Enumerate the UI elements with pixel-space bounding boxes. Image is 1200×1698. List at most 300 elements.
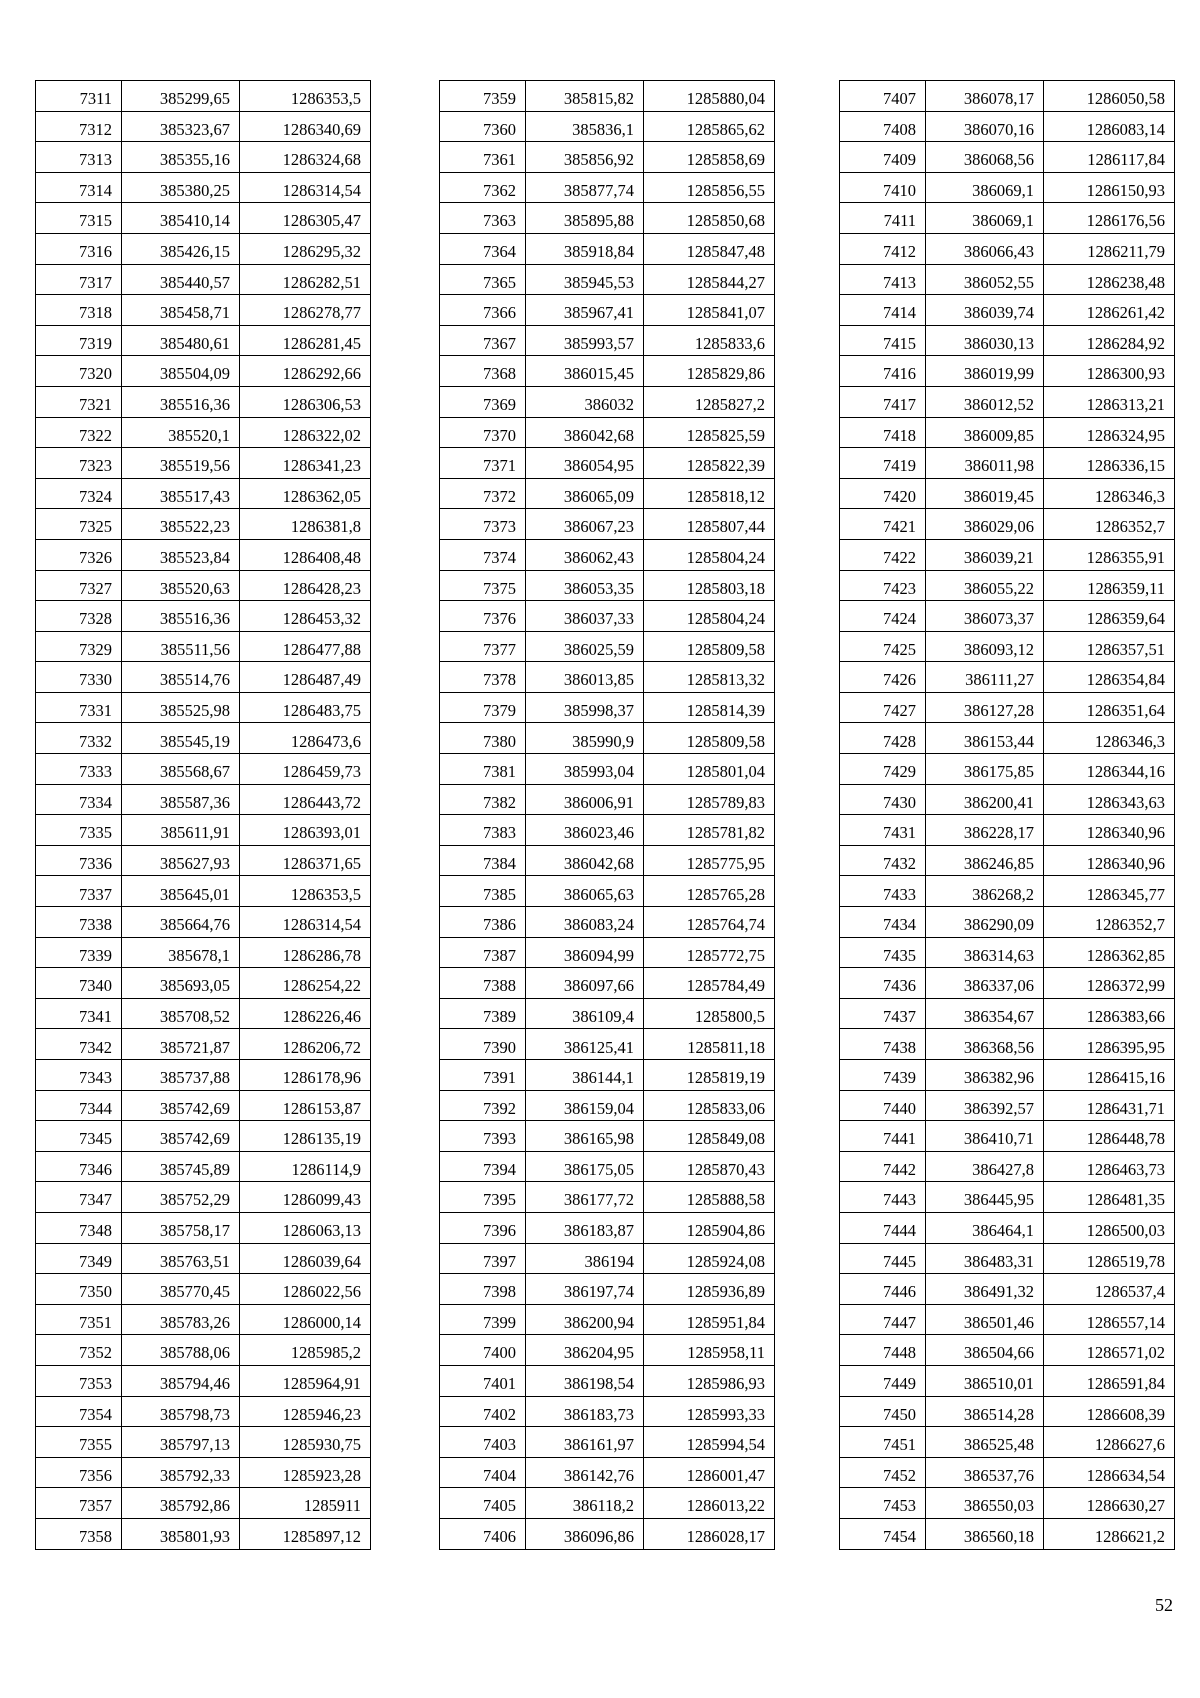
point-number-cell: 7453 — [840, 1488, 926, 1519]
x-coordinate-cell: 385918,84 — [526, 233, 644, 264]
point-number-cell: 7449 — [840, 1365, 926, 1396]
table-row — [840, 386, 1175, 417]
point-number-cell: 7369 — [440, 386, 526, 417]
table-row — [440, 203, 775, 234]
y-coordinate-cell: 1286359,11 — [1044, 570, 1175, 601]
x-coordinate-cell: 385742,69 — [122, 1121, 240, 1152]
page-number: 52 — [1155, 1595, 1173, 1615]
y-coordinate-cell: 1286431,71 — [1044, 1090, 1175, 1121]
point-number-cell: 7325 — [36, 509, 122, 540]
table-row — [840, 968, 1175, 999]
point-number-cell: 7329 — [36, 631, 122, 662]
y-coordinate-cell: 1286352,7 — [1044, 907, 1175, 938]
x-coordinate-cell: 386062,43 — [526, 539, 644, 570]
point-number-cell: 7371 — [440, 448, 526, 479]
table-row — [840, 998, 1175, 1029]
x-coordinate-cell: 386483,31 — [926, 1243, 1044, 1274]
point-number-cell: 7317 — [36, 264, 122, 295]
x-coordinate-cell: 386093,12 — [926, 631, 1044, 662]
point-number-cell: 7405 — [440, 1488, 526, 1519]
y-coordinate-cell: 1285897,12 — [240, 1518, 371, 1549]
table-row — [36, 1427, 371, 1458]
table-row — [440, 1457, 775, 1488]
point-number-cell: 7395 — [440, 1182, 526, 1213]
point-number-cell: 7355 — [36, 1427, 122, 1458]
table-row — [36, 478, 371, 509]
point-number-cell: 7352 — [36, 1335, 122, 1366]
y-coordinate-cell: 1285809,58 — [644, 723, 775, 754]
y-coordinate-cell: 1285804,24 — [644, 601, 775, 632]
x-coordinate-cell: 386065,63 — [526, 876, 644, 907]
y-coordinate-cell: 1286000,14 — [240, 1304, 371, 1335]
point-number-cell: 7450 — [840, 1396, 926, 1427]
x-coordinate-cell: 385998,37 — [526, 692, 644, 723]
table-row — [840, 1365, 1175, 1396]
y-coordinate-cell: 1286341,23 — [240, 448, 371, 479]
y-coordinate-cell: 1286355,91 — [1044, 539, 1175, 570]
y-coordinate-cell: 1286176,56 — [1044, 203, 1175, 234]
point-number-cell: 7342 — [36, 1029, 122, 1060]
table-row — [36, 907, 371, 938]
x-coordinate-cell: 385788,06 — [122, 1335, 240, 1366]
y-coordinate-cell: 1286295,32 — [240, 233, 371, 264]
point-number-cell: 7432 — [840, 845, 926, 876]
x-coordinate-cell: 386029,06 — [926, 509, 1044, 540]
table-row — [36, 264, 371, 295]
point-number-cell: 7443 — [840, 1182, 926, 1213]
table-row — [840, 172, 1175, 203]
table-row — [840, 1243, 1175, 1274]
x-coordinate-cell: 385742,69 — [122, 1090, 240, 1121]
y-coordinate-cell: 1286022,56 — [240, 1274, 371, 1305]
x-coordinate-cell: 386065,09 — [526, 478, 644, 509]
table-row — [840, 1335, 1175, 1366]
point-number-cell: 7349 — [36, 1243, 122, 1274]
x-coordinate-cell: 385895,88 — [526, 203, 644, 234]
table-row — [36, 570, 371, 601]
x-coordinate-cell: 385815,82 — [526, 81, 644, 112]
table-row — [36, 1182, 371, 1213]
y-coordinate-cell: 1285946,23 — [240, 1396, 371, 1427]
y-coordinate-cell: 1286371,65 — [240, 845, 371, 876]
y-coordinate-cell: 1286473,6 — [240, 723, 371, 754]
table-row — [36, 601, 371, 632]
table-row — [440, 295, 775, 326]
table-row — [840, 1304, 1175, 1335]
x-coordinate-cell: 386096,86 — [526, 1518, 644, 1549]
table-row — [36, 356, 371, 387]
table-row — [36, 876, 371, 907]
table-row — [840, 233, 1175, 264]
x-coordinate-cell: 386228,17 — [926, 815, 1044, 846]
point-number-cell: 7436 — [840, 968, 926, 999]
point-number-cell: 7312 — [36, 111, 122, 142]
table-row — [36, 295, 371, 326]
y-coordinate-cell: 1285833,6 — [644, 325, 775, 356]
x-coordinate-cell: 385410,14 — [122, 203, 240, 234]
point-number-cell: 7365 — [440, 264, 526, 295]
x-coordinate-cell: 385752,29 — [122, 1182, 240, 1213]
table-row — [840, 81, 1175, 112]
point-number-cell: 7383 — [440, 815, 526, 846]
table-row — [36, 998, 371, 1029]
table-row — [36, 1457, 371, 1488]
y-coordinate-cell: 1286381,8 — [240, 509, 371, 540]
x-coordinate-cell: 386054,95 — [526, 448, 644, 479]
x-coordinate-cell: 386200,41 — [926, 784, 1044, 815]
point-number-cell: 7379 — [440, 692, 526, 723]
x-coordinate-cell: 386314,63 — [926, 937, 1044, 968]
y-coordinate-cell: 1286343,63 — [1044, 784, 1175, 815]
point-number-cell: 7356 — [36, 1457, 122, 1488]
table-row — [36, 417, 371, 448]
x-coordinate-cell: 386194 — [526, 1243, 644, 1274]
x-coordinate-cell: 385836,1 — [526, 111, 644, 142]
table-row — [440, 1365, 775, 1396]
point-number-cell: 7397 — [440, 1243, 526, 1274]
x-coordinate-cell: 386175,85 — [926, 754, 1044, 785]
y-coordinate-cell: 1286281,45 — [240, 325, 371, 356]
table-row — [440, 1060, 775, 1091]
y-coordinate-cell: 1286306,53 — [240, 386, 371, 417]
table-row — [440, 907, 775, 938]
table-row — [36, 1029, 371, 1060]
y-coordinate-cell: 1285993,33 — [644, 1396, 775, 1427]
table-row — [840, 295, 1175, 326]
point-number-cell: 7336 — [36, 845, 122, 876]
x-coordinate-cell: 385520,1 — [122, 417, 240, 448]
point-number-cell: 7363 — [440, 203, 526, 234]
point-number-cell: 7360 — [440, 111, 526, 142]
y-coordinate-cell: 1286362,85 — [1044, 937, 1175, 968]
x-coordinate-cell: 386165,98 — [526, 1121, 644, 1152]
point-number-cell: 7427 — [840, 692, 926, 723]
table-row — [440, 1335, 775, 1366]
point-number-cell: 7428 — [840, 723, 926, 754]
table-row — [440, 754, 775, 785]
y-coordinate-cell: 1285911 — [240, 1488, 371, 1519]
y-coordinate-cell: 1286346,3 — [1044, 723, 1175, 754]
table-row — [440, 937, 775, 968]
y-coordinate-cell: 1286284,92 — [1044, 325, 1175, 356]
x-coordinate-cell: 386392,57 — [926, 1090, 1044, 1121]
point-number-cell: 7335 — [36, 815, 122, 846]
table-row — [36, 203, 371, 234]
y-coordinate-cell: 1286393,01 — [240, 815, 371, 846]
x-coordinate-cell: 386525,48 — [926, 1427, 1044, 1458]
table-row — [36, 1488, 371, 1519]
x-coordinate-cell: 386368,56 — [926, 1029, 1044, 1060]
y-coordinate-cell: 1286300,93 — [1044, 356, 1175, 387]
y-coordinate-cell: 1286537,4 — [1044, 1274, 1175, 1305]
x-coordinate-cell: 386161,97 — [526, 1427, 644, 1458]
y-coordinate-cell: 1286352,7 — [1044, 509, 1175, 540]
x-coordinate-cell: 385426,15 — [122, 233, 240, 264]
table-row — [36, 142, 371, 173]
point-number-cell: 7437 — [840, 998, 926, 1029]
x-coordinate-cell: 386337,06 — [926, 968, 1044, 999]
x-coordinate-cell: 386094,99 — [526, 937, 644, 968]
x-coordinate-cell: 386504,66 — [926, 1335, 1044, 1366]
y-coordinate-cell: 1285985,2 — [240, 1335, 371, 1366]
x-coordinate-cell: 386030,13 — [926, 325, 1044, 356]
y-coordinate-cell: 1286114,9 — [240, 1151, 371, 1182]
table-row — [840, 937, 1175, 968]
x-coordinate-cell: 386118,2 — [526, 1488, 644, 1519]
table-row — [36, 386, 371, 417]
x-coordinate-cell: 386204,95 — [526, 1335, 644, 1366]
point-number-cell: 7400 — [440, 1335, 526, 1366]
y-coordinate-cell: 1286286,78 — [240, 937, 371, 968]
table-row — [440, 478, 775, 509]
table-row — [440, 1029, 775, 1060]
y-coordinate-cell: 1286362,05 — [240, 478, 371, 509]
point-number-cell: 7440 — [840, 1090, 926, 1121]
table-row — [440, 325, 775, 356]
x-coordinate-cell: 386025,59 — [526, 631, 644, 662]
y-coordinate-cell: 1285781,82 — [644, 815, 775, 846]
y-coordinate-cell: 1285847,48 — [644, 233, 775, 264]
table-row — [440, 1212, 775, 1243]
x-coordinate-cell: 385664,76 — [122, 907, 240, 938]
x-coordinate-cell: 386445,95 — [926, 1182, 1044, 1213]
x-coordinate-cell: 386268,2 — [926, 876, 1044, 907]
point-number-cell: 7381 — [440, 754, 526, 785]
table-row — [840, 509, 1175, 540]
y-coordinate-cell: 1286050,58 — [1044, 81, 1175, 112]
x-coordinate-cell: 385990,9 — [526, 723, 644, 754]
y-coordinate-cell: 1285841,07 — [644, 295, 775, 326]
point-number-cell: 7388 — [440, 968, 526, 999]
y-coordinate-cell: 1285772,75 — [644, 937, 775, 968]
table-row — [440, 1151, 775, 1182]
y-coordinate-cell: 1285951,84 — [644, 1304, 775, 1335]
x-coordinate-cell: 385758,17 — [122, 1212, 240, 1243]
y-coordinate-cell: 1286608,39 — [1044, 1396, 1175, 1427]
y-coordinate-cell: 1285865,62 — [644, 111, 775, 142]
point-number-cell: 7347 — [36, 1182, 122, 1213]
y-coordinate-cell: 1285764,74 — [644, 907, 775, 938]
y-coordinate-cell: 1286634,54 — [1044, 1457, 1175, 1488]
y-coordinate-cell: 1286408,48 — [240, 539, 371, 570]
x-coordinate-cell: 385645,01 — [122, 876, 240, 907]
point-number-cell: 7422 — [840, 539, 926, 570]
y-coordinate-cell: 1285809,58 — [644, 631, 775, 662]
point-number-cell: 7344 — [36, 1090, 122, 1121]
point-number-cell: 7348 — [36, 1212, 122, 1243]
point-number-cell: 7435 — [840, 937, 926, 968]
y-coordinate-cell: 1286571,02 — [1044, 1335, 1175, 1366]
x-coordinate-cell: 386200,94 — [526, 1304, 644, 1335]
x-coordinate-cell: 386078,17 — [926, 81, 1044, 112]
point-number-cell: 7392 — [440, 1090, 526, 1121]
point-number-cell: 7407 — [840, 81, 926, 112]
point-number-cell: 7446 — [840, 1274, 926, 1305]
table-row — [840, 203, 1175, 234]
table-row — [36, 1060, 371, 1091]
y-coordinate-cell: 1286621,2 — [1044, 1518, 1175, 1549]
table-row — [440, 264, 775, 295]
y-coordinate-cell: 1286313,21 — [1044, 386, 1175, 417]
x-coordinate-cell: 386127,28 — [926, 692, 1044, 723]
point-number-cell: 7391 — [440, 1060, 526, 1091]
y-coordinate-cell: 1286344,16 — [1044, 754, 1175, 785]
point-number-cell: 7362 — [440, 172, 526, 203]
y-coordinate-cell: 1286500,03 — [1044, 1212, 1175, 1243]
point-number-cell: 7345 — [36, 1121, 122, 1152]
point-number-cell: 7346 — [36, 1151, 122, 1182]
point-number-cell: 7410 — [840, 172, 926, 203]
coordinates-table-1 — [35, 80, 371, 1550]
x-coordinate-cell: 386382,96 — [926, 1060, 1044, 1091]
table-row — [840, 264, 1175, 295]
y-coordinate-cell: 1286448,78 — [1044, 1121, 1175, 1152]
x-coordinate-cell: 385504,09 — [122, 356, 240, 387]
table-row — [840, 539, 1175, 570]
x-coordinate-cell: 386067,23 — [526, 509, 644, 540]
y-coordinate-cell: 1286211,79 — [1044, 233, 1175, 264]
table-row — [36, 937, 371, 968]
x-coordinate-cell: 385517,43 — [122, 478, 240, 509]
table-row — [440, 723, 775, 754]
x-coordinate-cell: 385792,33 — [122, 1457, 240, 1488]
table-row — [440, 356, 775, 387]
point-number-cell: 7393 — [440, 1121, 526, 1152]
y-coordinate-cell: 1286354,84 — [1044, 662, 1175, 693]
point-number-cell: 7387 — [440, 937, 526, 968]
y-coordinate-cell: 1285964,91 — [240, 1365, 371, 1396]
point-number-cell: 7426 — [840, 662, 926, 693]
x-coordinate-cell: 385440,57 — [122, 264, 240, 295]
y-coordinate-cell: 1286351,64 — [1044, 692, 1175, 723]
x-coordinate-cell: 386125,41 — [526, 1029, 644, 1060]
point-number-cell: 7380 — [440, 723, 526, 754]
point-number-cell: 7375 — [440, 570, 526, 601]
x-coordinate-cell: 385678,1 — [122, 937, 240, 968]
y-coordinate-cell: 1286459,73 — [240, 754, 371, 785]
table-row — [440, 142, 775, 173]
point-number-cell: 7423 — [840, 570, 926, 601]
x-coordinate-cell: 386032 — [526, 386, 644, 417]
table-row — [840, 723, 1175, 754]
table-row — [840, 1151, 1175, 1182]
y-coordinate-cell: 1286453,32 — [240, 601, 371, 632]
table-row — [440, 81, 775, 112]
point-number-cell: 7314 — [36, 172, 122, 203]
point-number-cell: 7367 — [440, 325, 526, 356]
point-number-cell: 7451 — [840, 1427, 926, 1458]
x-coordinate-cell: 386042,68 — [526, 417, 644, 448]
table-row — [440, 876, 775, 907]
y-coordinate-cell: 1286150,93 — [1044, 172, 1175, 203]
y-coordinate-cell: 1286324,95 — [1044, 417, 1175, 448]
point-number-cell: 7390 — [440, 1029, 526, 1060]
point-number-cell: 7396 — [440, 1212, 526, 1243]
x-coordinate-cell: 385708,52 — [122, 998, 240, 1029]
x-coordinate-cell: 385993,57 — [526, 325, 644, 356]
table-row — [840, 142, 1175, 173]
table-row — [440, 815, 775, 846]
table-row — [36, 1121, 371, 1152]
table-row — [840, 1060, 1175, 1091]
y-coordinate-cell: 1286314,54 — [240, 172, 371, 203]
table-row — [36, 662, 371, 693]
y-coordinate-cell: 1285904,86 — [644, 1212, 775, 1243]
y-coordinate-cell: 1286206,72 — [240, 1029, 371, 1060]
table-row — [840, 111, 1175, 142]
y-coordinate-cell: 1286481,35 — [1044, 1182, 1175, 1213]
point-number-cell: 7445 — [840, 1243, 926, 1274]
x-coordinate-cell: 386537,76 — [926, 1457, 1044, 1488]
y-coordinate-cell: 1285784,49 — [644, 968, 775, 999]
x-coordinate-cell: 386183,73 — [526, 1396, 644, 1427]
y-coordinate-cell: 1286443,72 — [240, 784, 371, 815]
x-coordinate-cell: 386246,85 — [926, 845, 1044, 876]
point-number-cell: 7433 — [840, 876, 926, 907]
table-row — [440, 845, 775, 876]
table-row — [840, 1182, 1175, 1213]
y-coordinate-cell: 1286238,48 — [1044, 264, 1175, 295]
y-coordinate-cell: 1285829,86 — [644, 356, 775, 387]
x-coordinate-cell: 386514,28 — [926, 1396, 1044, 1427]
y-coordinate-cell: 1286063,13 — [240, 1212, 371, 1243]
y-coordinate-cell: 1286346,3 — [1044, 478, 1175, 509]
x-coordinate-cell: 386177,72 — [526, 1182, 644, 1213]
y-coordinate-cell: 1286340,96 — [1044, 845, 1175, 876]
point-number-cell: 7430 — [840, 784, 926, 815]
y-coordinate-cell: 1285819,19 — [644, 1060, 775, 1091]
point-number-cell: 7448 — [840, 1335, 926, 1366]
point-number-cell: 7319 — [36, 325, 122, 356]
table-row — [840, 907, 1175, 938]
y-coordinate-cell: 1286340,96 — [1044, 815, 1175, 846]
point-number-cell: 7326 — [36, 539, 122, 570]
x-coordinate-cell: 385792,86 — [122, 1488, 240, 1519]
point-number-cell: 7318 — [36, 295, 122, 326]
x-coordinate-cell: 385522,23 — [122, 509, 240, 540]
point-number-cell: 7311 — [36, 81, 122, 112]
point-number-cell: 7398 — [440, 1274, 526, 1305]
y-coordinate-cell: 1286039,64 — [240, 1243, 371, 1274]
y-coordinate-cell: 1286292,66 — [240, 356, 371, 387]
table-row — [440, 662, 775, 693]
y-coordinate-cell: 1285986,93 — [644, 1365, 775, 1396]
x-coordinate-cell: 385299,65 — [122, 81, 240, 112]
y-coordinate-cell: 1286487,49 — [240, 662, 371, 693]
point-number-cell: 7442 — [840, 1151, 926, 1182]
table-row — [840, 417, 1175, 448]
y-coordinate-cell: 1285924,08 — [644, 1243, 775, 1274]
y-coordinate-cell: 1285858,69 — [644, 142, 775, 173]
table-row — [440, 539, 775, 570]
y-coordinate-cell: 1286357,51 — [1044, 631, 1175, 662]
y-coordinate-cell: 1286477,88 — [240, 631, 371, 662]
y-coordinate-cell: 1285803,18 — [644, 570, 775, 601]
table-row — [36, 1274, 371, 1305]
y-coordinate-cell: 1285856,55 — [644, 172, 775, 203]
y-coordinate-cell: 1286028,17 — [644, 1518, 775, 1549]
y-coordinate-cell: 1285958,11 — [644, 1335, 775, 1366]
table-row — [840, 448, 1175, 479]
table-row — [840, 662, 1175, 693]
table-row — [36, 325, 371, 356]
y-coordinate-cell: 1286305,47 — [240, 203, 371, 234]
x-coordinate-cell: 386066,43 — [926, 233, 1044, 264]
x-coordinate-cell: 385801,93 — [122, 1518, 240, 1549]
table-row — [440, 1304, 775, 1335]
x-coordinate-cell: 386011,98 — [926, 448, 1044, 479]
x-coordinate-cell: 386039,74 — [926, 295, 1044, 326]
